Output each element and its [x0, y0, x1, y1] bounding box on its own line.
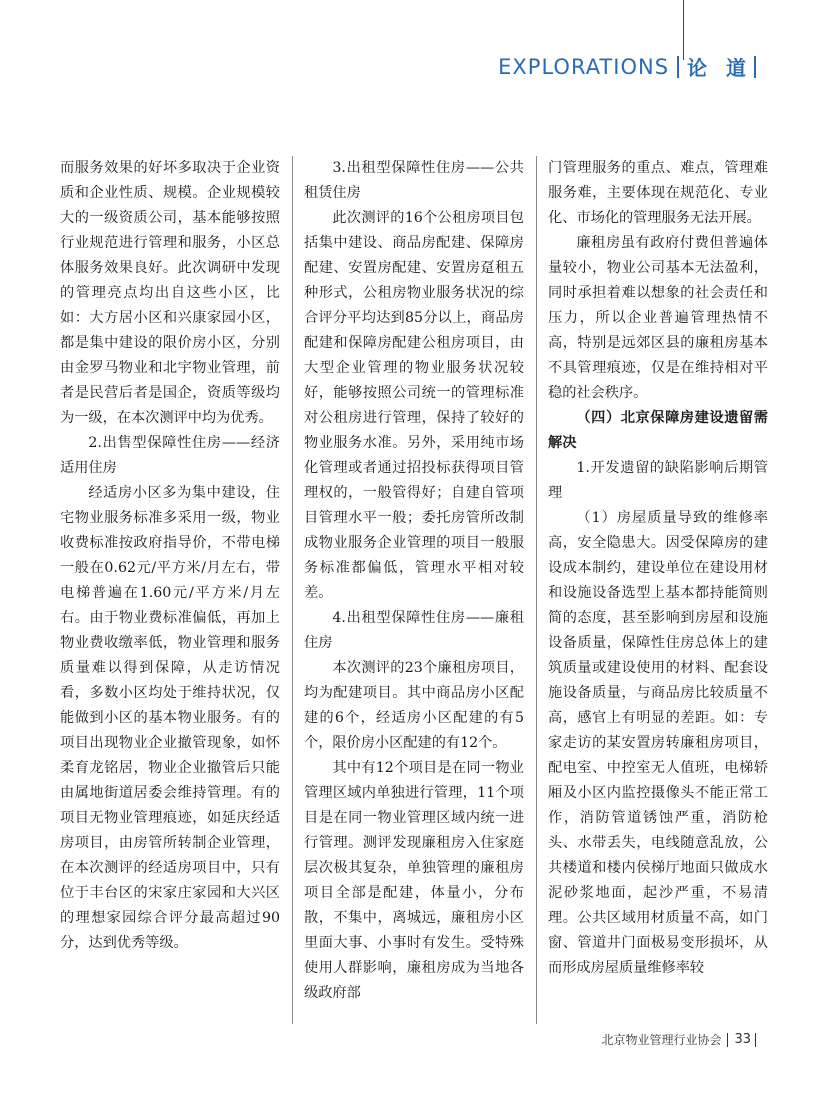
- paragraph: 经适房小区多为集中建设，住宅物业服务标准多采用一级，物业收费标准按政府指导价，不带电梯一般在0.62元/平方米/月左右，带电梯普遍在1.60元/平方米/月左右。由于物业费标准偏低，再加上物业费收缴率低，物业管理和服务质量难以得到保障，从走访情况看，多数小区均处于维持状况，仅能做到小区的基本物业服务。有的项目出现物业企业撤管现象，如怀柔育龙铭居，物业企业撤管后只能由属地街道居委会维持管理。有的项目无物业管理痕迹，如延庆经适房项目，由房管所转制企业管理，在本次测评的经适房项目中，只有位于丰台区的宋家庄家园和大兴区的理想家园综合评分最高超过90分，达到优秀等级。: [60, 485, 280, 951]
- paragraph: 廉租房虽有政府付费但普遍体量较小，物业公司基本无法盈利，同时承担着难以想象的社会责任和压力，所以企业普遍管理热情不高，特别是远郊区县的廉租房基本不具管理痕迹，仅是在维持相对平稳的社会秩序。: [548, 235, 768, 401]
- column-divider: [536, 156, 537, 1024]
- page-footer: [601, 1031, 756, 1048]
- paragraph: 门管理服务的重点、难点，管理难服务难，主要体现在规范化、专业化、市场化的管理服务无法开展。: [548, 160, 768, 226]
- page-header: [498, 52, 756, 81]
- paragraph: 其中有12个项目是在同一物业管理区域内单独进行管理，11个项目是在同一物业管理区域内统一进行管理。测评发现廉租房入住家庭层次极其复杂，单独管理的廉租房项目全部是配建，体量小，分布散，不集中，离城远，廉租房小区里面大事、小事时有发生。受特殊使用人群影响，廉租房成为当地各级政府部: [304, 760, 524, 1001]
- column-divider: [292, 156, 293, 1024]
- section-title-en: EXPLORATIONS: [498, 54, 670, 79]
- paragraph: 本次测评的23个廉租房项目，均为配建项目。其中商品房小区配建的6个，经适房小区配建的有5个，限价房小区配建的有12个。: [304, 660, 524, 751]
- footer-divider: [727, 1033, 728, 1047]
- column-1: [60, 156, 280, 1024]
- subheading: 4.出租型保障性住房——廉租住房: [304, 610, 524, 651]
- article-body: [60, 156, 768, 1024]
- subheading: 3.出租型保障性住房——公共租赁住房: [304, 160, 524, 201]
- subheading: 1.开发遗留的缺陷影响后期管理: [548, 460, 768, 501]
- column-2: [304, 156, 524, 1024]
- paragraph: 此次测评的16个公租房项目包括集中建设、商品房配建、保障房配建、安置房配建、安置房趸租五种形式，公租房物业服务状况的综合评分平均达到85分以上，商品房配建和保障房配建公租房项目，由大型企业管理的物业服务状况较好，能够按照公司统一的管理标准对公租房进行管理，保持了较好的物业服务水准。另外，采用纯市场化管理或者通过招投标获得项目管理权的，一般管得好；自建自管项目管理水平一般；委托房管所改制成物业服务企业管理的项目一般服务标准都偏低，管理水平相对较差。: [304, 210, 524, 601]
- paragraph: 而服务效果的好坏多取决于企业资质和企业性质、规模。企业规模较大的一级资质公司，基本能够按照行业规范进行管理和服务，小区总体服务效果良好。此次调研中发现的管理亮点均出自这些小区，比如：大方居小区和兴康家园小区，都是集中建设的限价房小区，分别由金罗马物业和北宇物业管理，前者是民营后者是国企，资质等级均为一级，在本次测评中均为优秀。: [60, 160, 280, 426]
- subheading: 2.出售型保障性住房——经济适用住房: [60, 435, 280, 476]
- page-number: 33: [734, 1032, 751, 1047]
- column-3: [548, 156, 768, 1024]
- footer-divider-end: [755, 1033, 756, 1047]
- paragraph: （1）房屋质量导致的维修率高，安全隐患大。因受保障房的建设成本制约，建设单位在建设用材和设施设备选型上基本都持能简则简的态度，甚至影响到房屋和设施设备质量，保障性住房总体上的建筑质量或建设使用的材料、配套设施设备质量，与商品房比较质量不高，感官上有明显的差距。如：专家走访的某安置房转廉租房项目，配电室、中控室无人值班，电梯轿厢及小区内监控摄像头不能正常工作，消防管道锈蚀严重，消防枪头、水带丢失，电线随意乱放，公共楼道和楼内侯梯厅地面只做成水泥砂浆地面，起沙严重，不易清理。公共区域用材质量不高，如门窗、管道井门面极易变形损坏，从而形成房屋质量维修率较: [548, 510, 768, 976]
- section-title-cn: 论 道: [687, 56, 752, 80]
- header-divider: [677, 56, 679, 78]
- publisher-name: 北京物业管理行业协会: [601, 1033, 722, 1047]
- header-divider-end: [754, 56, 756, 78]
- top-divider: [683, 0, 684, 60]
- section-heading: （四）北京保障房建设遗留需解决: [548, 410, 768, 451]
